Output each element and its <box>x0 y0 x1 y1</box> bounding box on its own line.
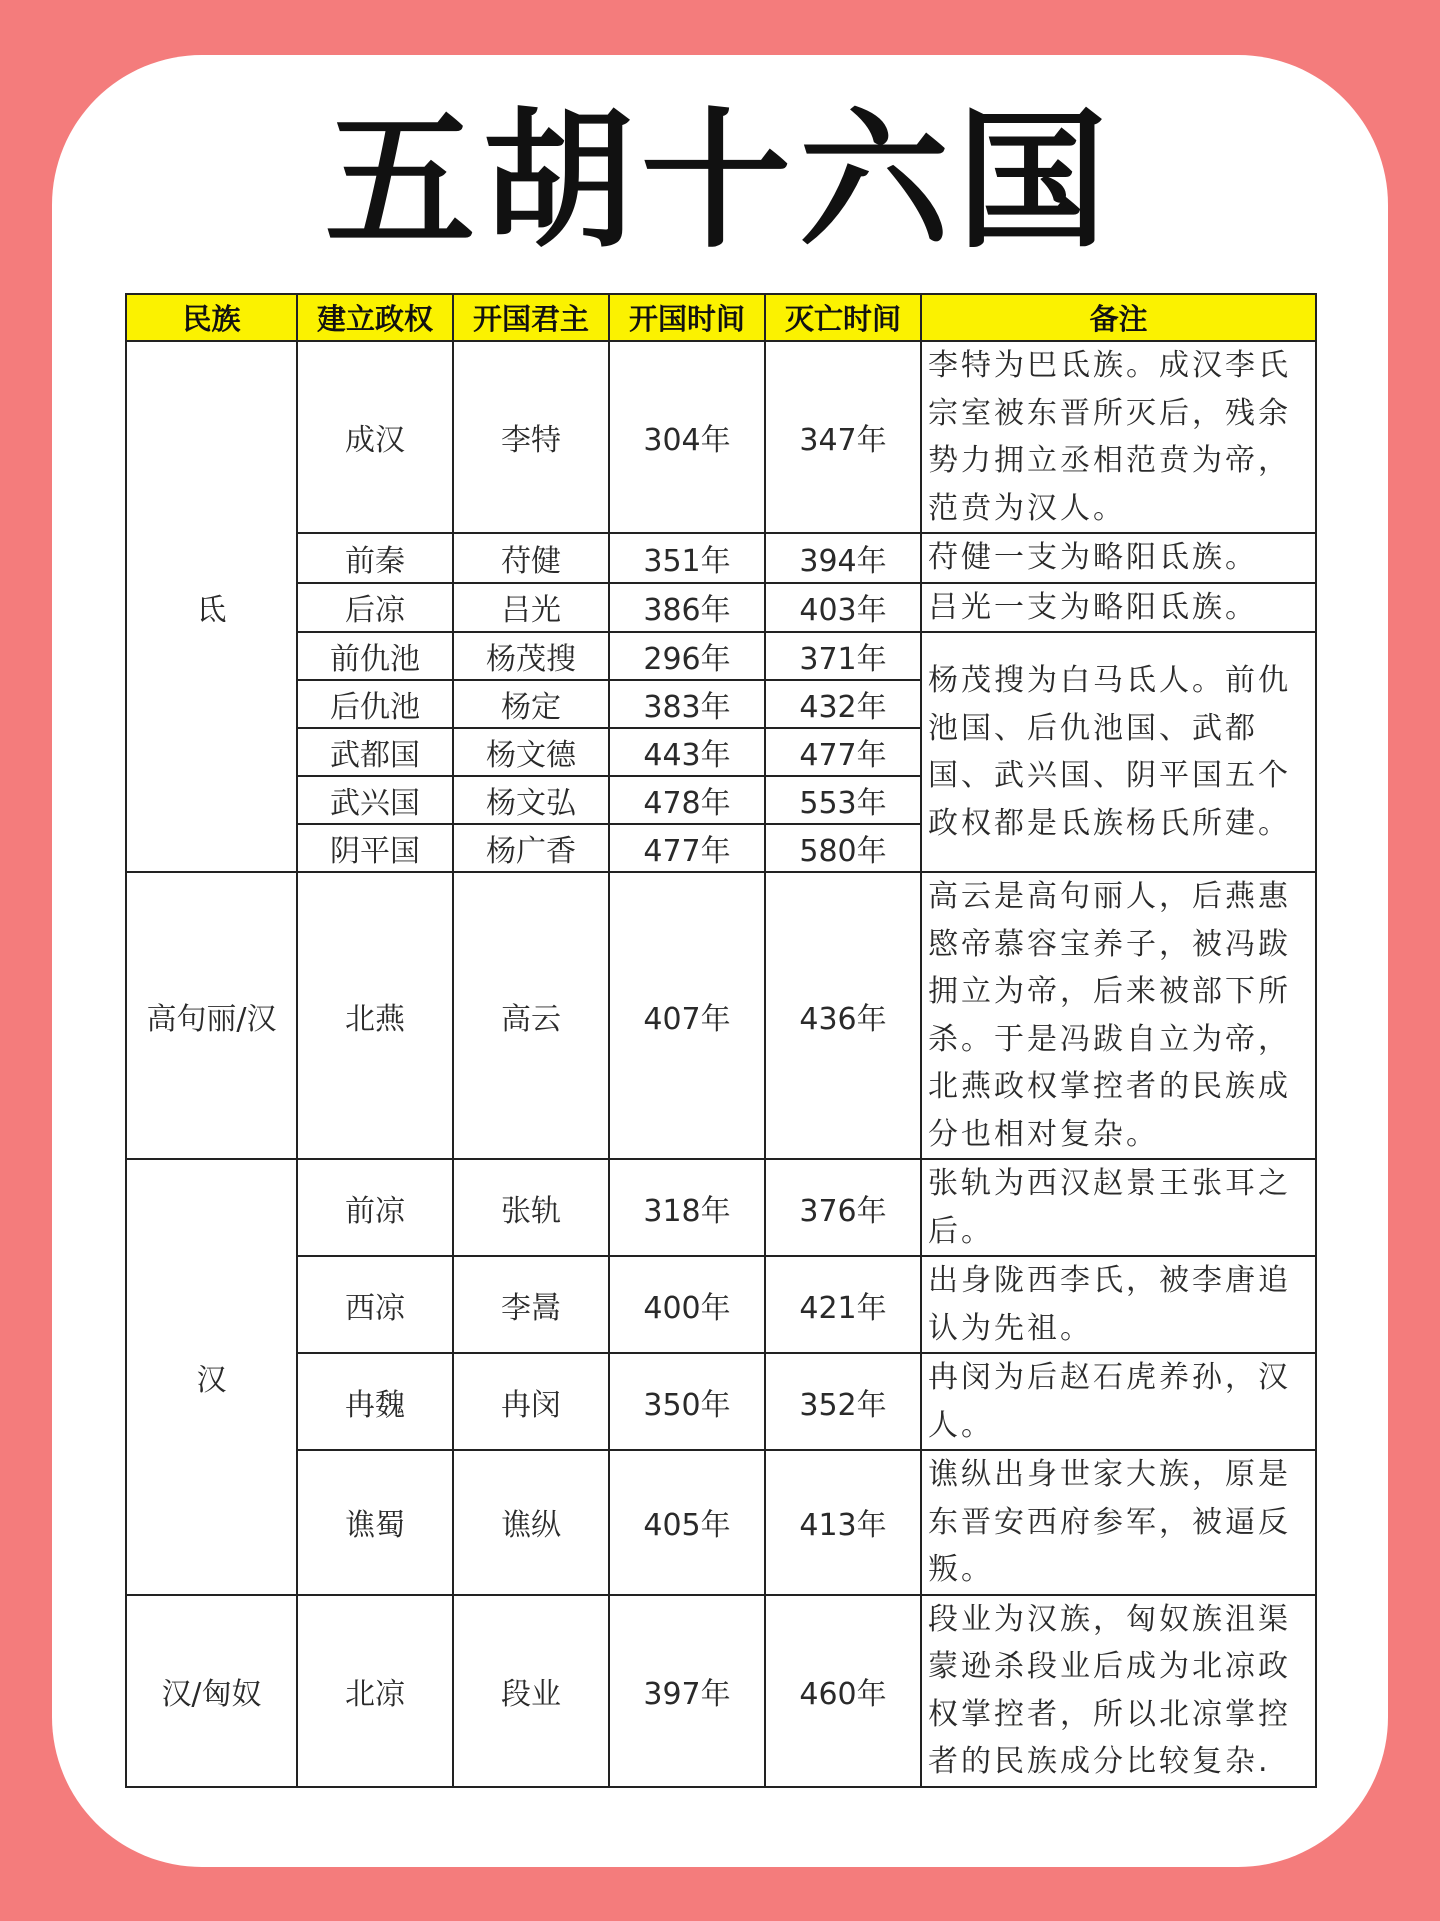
header-end-year: 灭亡时间 <box>765 294 921 341</box>
regimes-table <box>125 293 1317 1788</box>
ethnicity-cell: 高句丽/汉 <box>126 872 297 1159</box>
founder-cell: 杨定 <box>453 680 609 728</box>
end-year-cell: 371年 <box>765 632 921 680</box>
header-row <box>126 294 1316 341</box>
header-note: 备注 <box>921 294 1316 341</box>
end-year-cell: 421年 <box>765 1256 921 1353</box>
founder-cell: 李暠 <box>453 1256 609 1353</box>
regime-cell: 前凉 <box>297 1159 453 1256</box>
note-cell: 冉闵为后赵石虎养孙，汉人。 <box>921 1353 1316 1450</box>
regime-cell: 后仇池 <box>297 680 453 728</box>
page-title: 五胡十六国 <box>324 95 1115 269</box>
founder-cell: 杨文德 <box>453 728 609 776</box>
note-cell: 吕光一支为略阳氐族。 <box>921 583 1316 633</box>
table-row <box>126 1450 1316 1595</box>
start-year-cell: 304年 <box>609 341 765 533</box>
founder-cell: 冉闵 <box>453 1353 609 1450</box>
founder-cell: 吕光 <box>453 583 609 633</box>
header-ethnicity: 民族 <box>126 294 297 341</box>
start-year-cell: 405年 <box>609 1450 765 1595</box>
regime-cell: 谯蜀 <box>297 1450 453 1595</box>
founder-cell: 杨广香 <box>453 824 609 872</box>
start-year-cell: 383年 <box>609 680 765 728</box>
start-year-cell: 351年 <box>609 533 765 583</box>
note-cell: 张轨为西汉赵景王张耳之后。 <box>921 1159 1316 1256</box>
regime-cell: 前仇池 <box>297 632 453 680</box>
founder-cell: 李特 <box>453 341 609 533</box>
start-year-cell: 478年 <box>609 776 765 824</box>
end-year-cell: 477年 <box>765 728 921 776</box>
founder-cell: 张轨 <box>453 1159 609 1256</box>
table-row <box>126 1256 1316 1353</box>
start-year-cell: 477年 <box>609 824 765 872</box>
regime-cell: 北凉 <box>297 1595 453 1787</box>
table-row <box>126 1595 1316 1787</box>
note-cell: 谯纵出身世家大族，原是东晋安西府参军，被逼反叛。 <box>921 1450 1316 1595</box>
end-year-cell: 376年 <box>765 1159 921 1256</box>
header-founder: 开国君主 <box>453 294 609 341</box>
start-year-cell: 397年 <box>609 1595 765 1787</box>
founder-cell: 高云 <box>453 872 609 1159</box>
note-cell: 段业为汉族，匈奴族沮渠蒙逊杀段业后成为北凉政权掌控者，所以北凉掌控者的民族成分比较复杂. <box>921 1595 1316 1787</box>
regime-cell: 西凉 <box>297 1256 453 1353</box>
table-row <box>126 1353 1316 1450</box>
header-start-year: 开国时间 <box>609 294 765 341</box>
start-year-cell: 400年 <box>609 1256 765 1353</box>
end-year-cell: 436年 <box>765 872 921 1159</box>
end-year-cell: 432年 <box>765 680 921 728</box>
start-year-cell: 296年 <box>609 632 765 680</box>
regime-cell: 阴平国 <box>297 824 453 872</box>
table-row <box>126 872 1316 1159</box>
note-cell: 出身陇西李氏，被李唐追认为先祖。 <box>921 1256 1316 1353</box>
end-year-cell: 347年 <box>765 341 921 533</box>
end-year-cell: 352年 <box>765 1353 921 1450</box>
regime-cell: 前秦 <box>297 533 453 583</box>
table-row <box>126 632 1316 680</box>
end-year-cell: 580年 <box>765 824 921 872</box>
ethnicity-cell: 汉 <box>126 1159 297 1595</box>
start-year-cell: 407年 <box>609 872 765 1159</box>
start-year-cell: 350年 <box>609 1353 765 1450</box>
ethnicity-cell: 汉/匈奴 <box>126 1595 297 1787</box>
regime-cell: 冉魏 <box>297 1353 453 1450</box>
start-year-cell: 318年 <box>609 1159 765 1256</box>
regime-cell: 北燕 <box>297 872 453 1159</box>
ethnicity-cell: 氐 <box>126 341 297 872</box>
end-year-cell: 413年 <box>765 1450 921 1595</box>
founder-cell: 苻健 <box>453 533 609 583</box>
regime-cell: 武都国 <box>297 728 453 776</box>
note-cell: 李特为巴氐族。成汉李氏宗室被东晋所灭后，残余势力拥立丞相范贲为帝，范贲为汉人。 <box>921 341 1316 533</box>
end-year-cell: 394年 <box>765 533 921 583</box>
founder-cell: 段业 <box>453 1595 609 1787</box>
end-year-cell: 403年 <box>765 583 921 633</box>
end-year-cell: 553年 <box>765 776 921 824</box>
founder-cell: 谯纵 <box>453 1450 609 1595</box>
regime-cell: 武兴国 <box>297 776 453 824</box>
founder-cell: 杨茂搜 <box>453 632 609 680</box>
note-cell: 高云是高句丽人，后燕惠愍帝慕容宝养子，被冯跋拥立为帝，后来被部下所杀。于是冯跋自立为帝，北燕政权掌控者的民族成分也相对复杂。 <box>921 872 1316 1159</box>
regime-cell: 后凉 <box>297 583 453 633</box>
start-year-cell: 443年 <box>609 728 765 776</box>
table-row <box>126 1159 1316 1256</box>
note-cell: 杨茂搜为白马氐人。前仇池国、后仇池国、武都国、武兴国、阴平国五个政权都是氐族杨氏所建。 <box>921 632 1316 872</box>
table-row <box>126 583 1316 633</box>
table-row <box>126 533 1316 583</box>
table-row <box>126 341 1316 533</box>
end-year-cell: 460年 <box>765 1595 921 1787</box>
regime-cell: 成汉 <box>297 341 453 533</box>
founder-cell: 杨文弘 <box>453 776 609 824</box>
header-regime: 建立政权 <box>297 294 453 341</box>
start-year-cell: 386年 <box>609 583 765 633</box>
note-cell: 苻健一支为略阳氐族。 <box>921 533 1316 583</box>
